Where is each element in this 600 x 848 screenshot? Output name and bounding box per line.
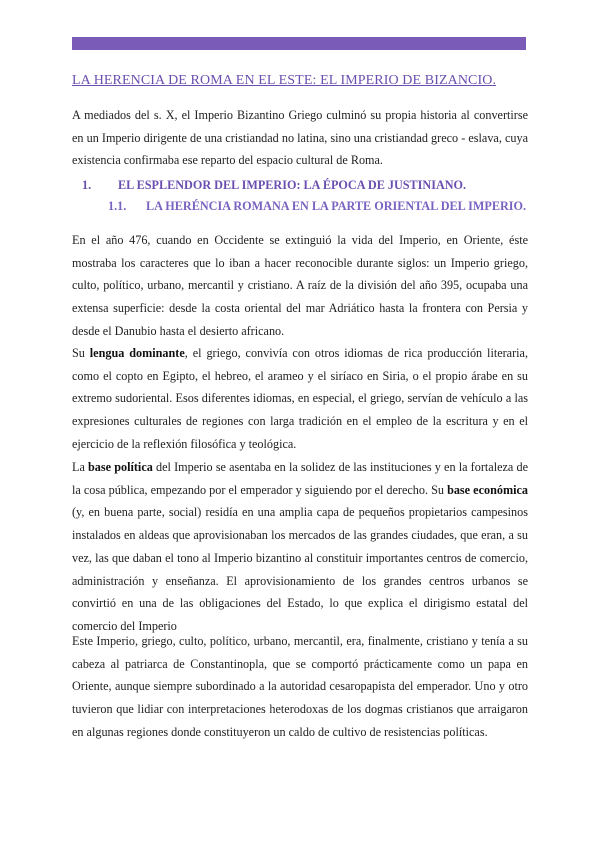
paragraph-language: Su lengua dominante, el griego, convivía con otros idiomas de rica producción literaria, como el copto en Egipto, el hebreo, el arameo y el siríaco en Siria, o el propio árabe en su extremo sudoriental. Esos diferentes idiomas, en especial, el griego, servían de vehículo a las expresiones culturales de regiones con larga tradición en el empleo de la escritura y en el ejercicio de la reflexión filosófica y teológica. bbox=[72, 346, 528, 451]
section-heading-text: EL ESPLENDOR DEL IMPERIO: LA ÉPOCA DE JUSTINIANO. bbox=[118, 178, 467, 192]
bold-term-economica: base económica bbox=[447, 482, 528, 497]
paragraph-territory: En el año 476, cuando en Occidente se extinguió la vida del Imperio, en Oriente, éste mostraba los caracteres que lo iban a hacer reconocible durante siglos: un Imperio griego, culto, político, urbano, mercantil y cristiano. A raíz de la división del año 395, ocupaba una extensa superficie: desde la costa oriental del mar Adriático hasta la frontera con Persia y desde el Danubio hasta el desierto africano. bbox=[72, 233, 528, 338]
paragraph-politics-economy: La base política del Imperio se asentaba en la solidez de las instituciones y en la fortaleza de la cosa pública, empezando por el emperador y siguiendo por el derecho. Su base económica (y, en buena parte, social) residía en una amplia capa de pequeños propietarios campesinos instalados en aldeas que aprovisionaban los mercados de las grandes ciudades, que eran, a su vez, las que daban el tono al Imperio bizantino al constituir importantes centros de comercio, administración y enseñanza. El aprovisionamiento de los grandes centros urbanos se convirtió en una de las obligaciones del Estado, lo que explica el dirigismo estatal del comercio del Imperio bbox=[72, 460, 528, 633]
subsection-heading-1-1 bbox=[108, 199, 538, 214]
intro-paragraph: A mediados del s. X, el Imperio Bizantino Griego culminó su propia historia al convertirse en un Imperio dirigente de una cristiandad no latina, sino una cristiandad greco - eslava, cuya existencia confirmaba ese reparto del espacio cultural de Roma. bbox=[72, 108, 528, 168]
bold-term-lengua: lengua dominante bbox=[89, 346, 185, 360]
section-heading-1 bbox=[72, 178, 528, 193]
page-title: LA HERENCIA DE ROMA EN EL ESTE: EL IMPERIO DE BIZANCIO. bbox=[72, 73, 497, 88]
paragraph-religion: Este Imperio, griego, culto, político, urbano, mercantil, era, finalmente, cristiano y tenía a su cabeza al patriarca de Constantinopla, que se comportó prácticamente como un papa en Oriente, aunque siempre subordinado a la autoridad cesaropapista del emperador. Uno y otro tuvieron que lidiar con interpretaciones heterodoxas de los dogmas cristianos que arraigaron en algunas regiones donde constituyeron un caldo de cultivo de resistencias políticas. bbox=[72, 634, 528, 739]
header-accent-bar bbox=[72, 37, 526, 50]
section-number: 1. bbox=[82, 178, 92, 192]
bold-term-politica: base política bbox=[88, 460, 153, 474]
subsection-heading-text: LA HERÉNCIA ROMANA EN LA PARTE ORIENTAL DEL IMPERIO. bbox=[146, 199, 527, 213]
subsection-number: 1.1. bbox=[108, 199, 127, 213]
